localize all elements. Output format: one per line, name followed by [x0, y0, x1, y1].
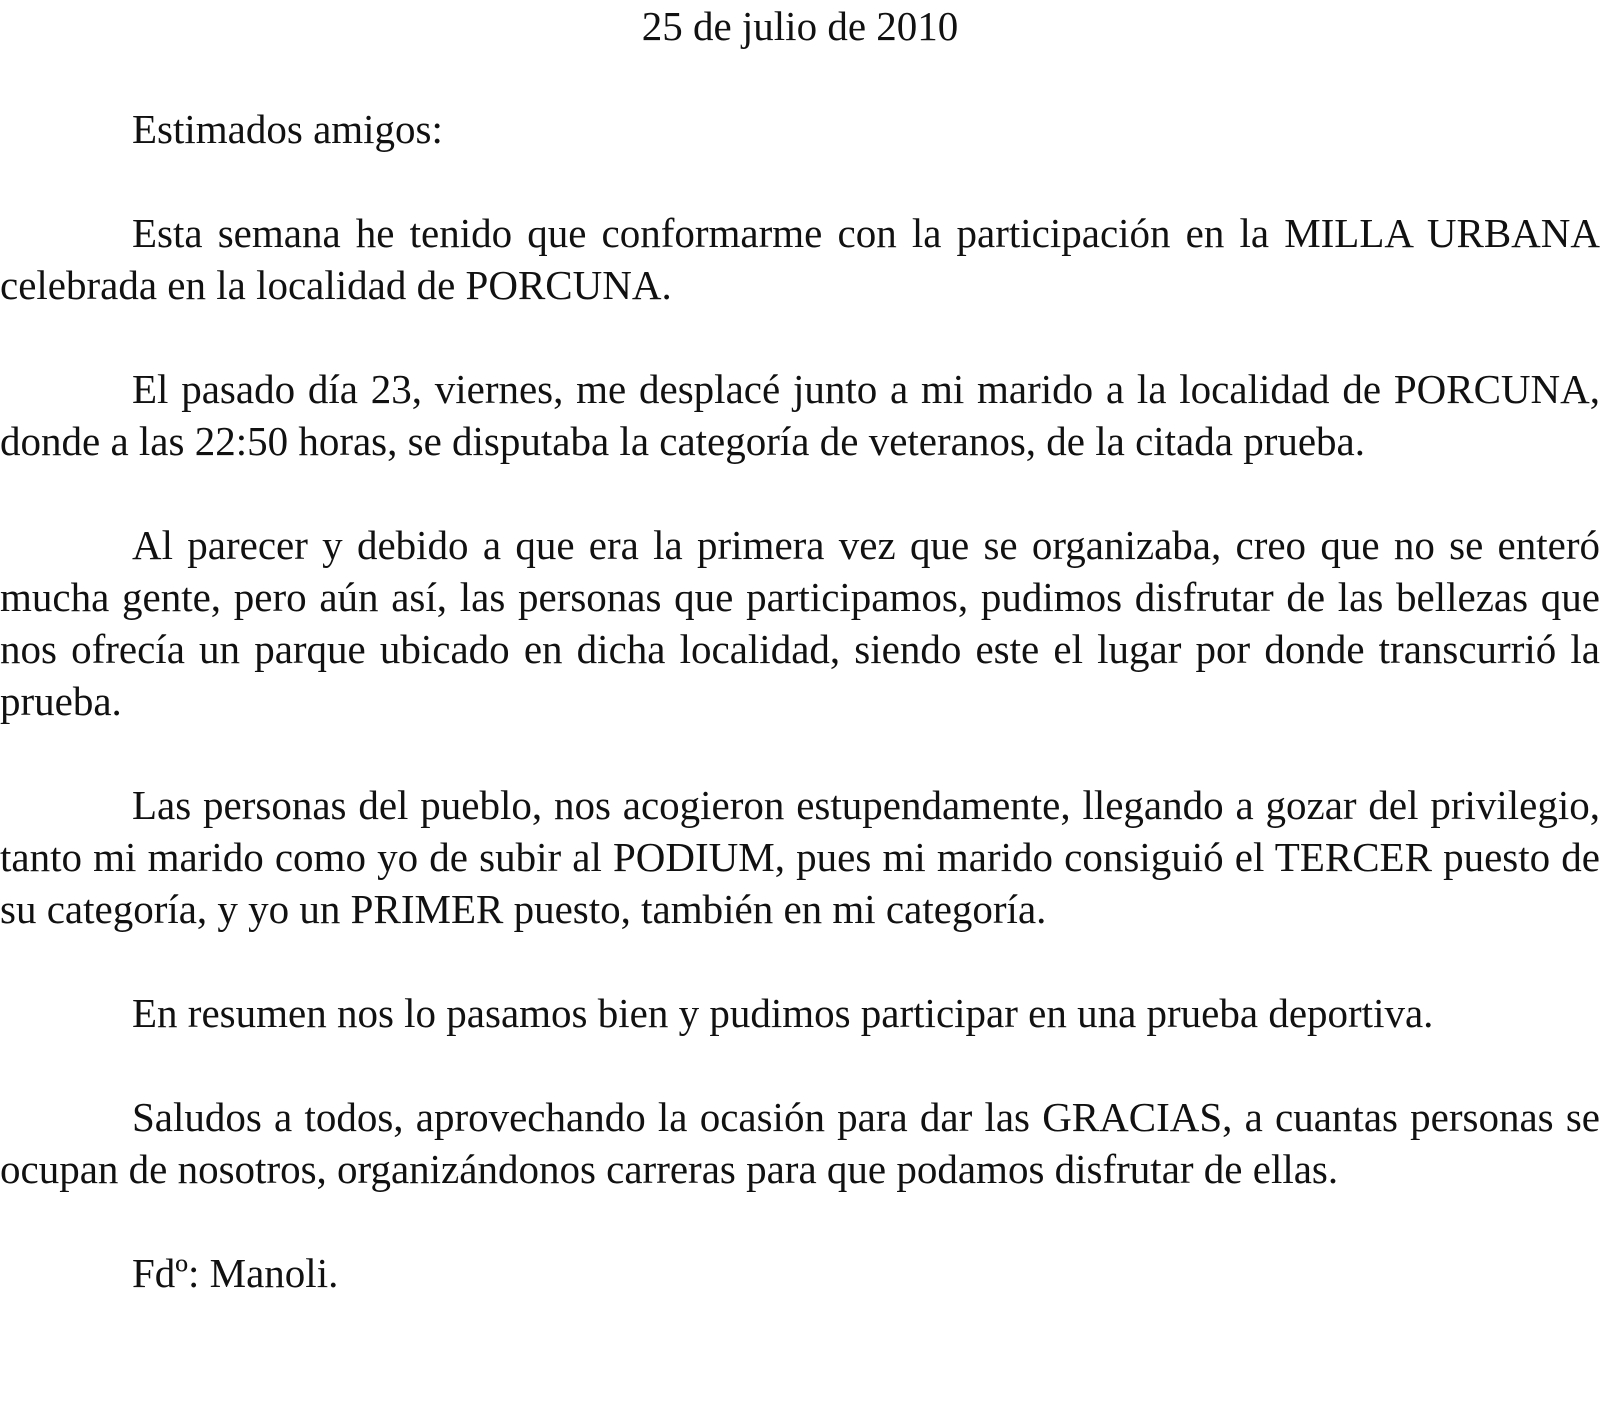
letter-date: 25 de julio de 2010 — [641, 3, 959, 49]
paragraph-1: Esta semana he tenido que conformarme con la participación en la MILLA URBANA celebrada en la localidad de PORCUNA. — [0, 210, 1600, 308]
paragraph-4: Las personas del pueblo, nos acogieron estupendamente, llegando a gozar del privilegio, tanto mi marido como yo de subir al PODIUM, pues mi marido consiguió el TERCER puesto de su categoría, y yo un PRIMER puesto, también en mi categoría. — [0, 782, 1600, 932]
paragraph-6: Saludos a todos, aprovechando la ocasión para dar las GRACIAS, a cuantas personas se ocupan de nosotros, organizándonos carreras para que podamos disfrutar de ellas. — [0, 1094, 1600, 1192]
paragraph-2: El pasado día 23, viernes, me desplacé junto a mi marido a la localidad de PORCUNA, donde a las 22:50 horas, se disputaba la categoría de veteranos, de la citada prueba. — [0, 366, 1600, 464]
paragraph-5: En resumen nos lo pasamos bien y pudimos participar en una prueba deportiva. — [132, 990, 1434, 1036]
greeting: Estimados amigos: — [132, 106, 443, 152]
signature: Fdº: Manoli. — [132, 1250, 339, 1296]
paragraph-3: Al parecer y debido a que era la primera vez que se organizaba, creo que no se enteró mucha gente, pero aún así, las personas que participamos, pudimos disfrutar de las bellezas que nos ofrecía un parque ubicado en dicha localidad, siendo este el lugar por donde transcurrió la prueba. — [0, 522, 1600, 724]
letter-body — [0, 103, 1600, 1351]
